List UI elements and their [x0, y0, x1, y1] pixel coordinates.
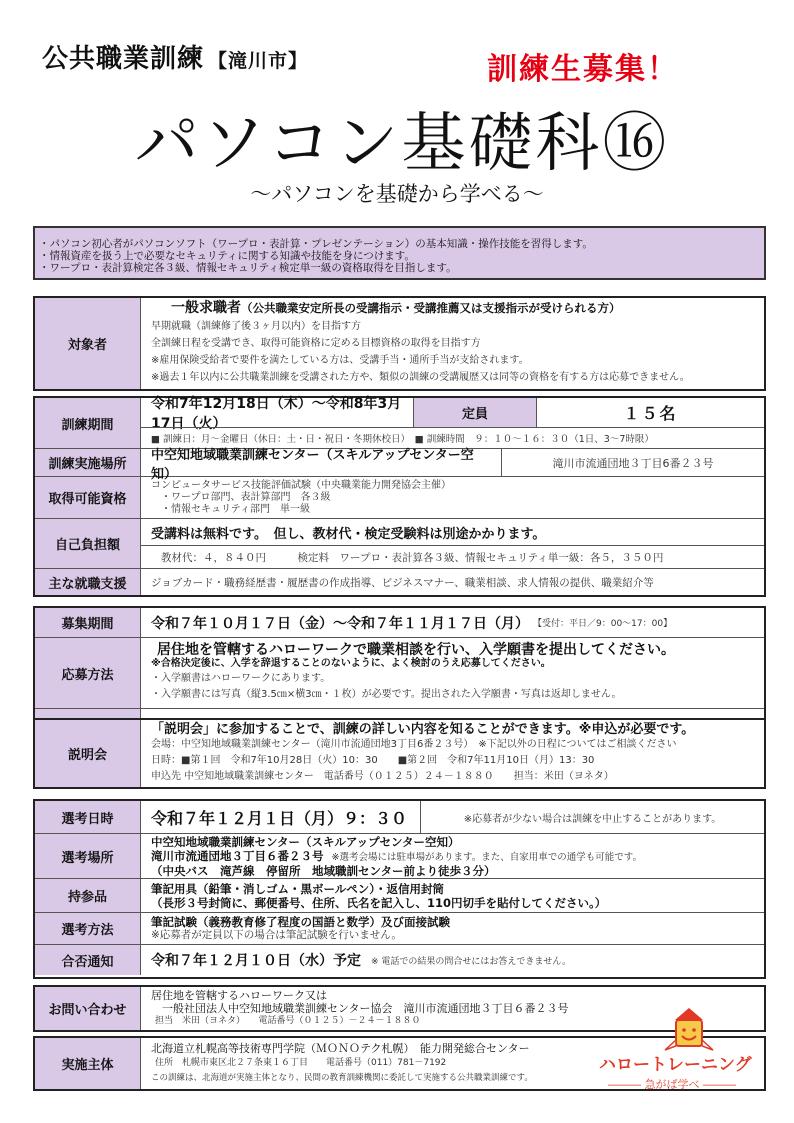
- support-text: ジョブカード・職務経歴書・履歴書の作成指導、ビジネスマナー、職業相談、求人情報の提供、職業紹介等: [151, 576, 654, 589]
- selection-date-label: 選考日時: [35, 801, 141, 833]
- selection-method-label: 選考方法: [35, 913, 141, 944]
- organizer-name: 北海道立札幌高等技術専門学院（ＭＯＮＯテク札幌） 能力開発総合センター: [151, 1042, 530, 1055]
- apply-method-main: 居住地を管轄するハローワークで職業相談を行い、入学願書を提出してください。: [157, 642, 675, 658]
- apply-method-warning: ※合格決定後に、入学を辞退することのないように、よく検討のうえ応募してください。: [151, 658, 551, 669]
- spacer-label: [35, 709, 141, 718]
- application-section: [33, 606, 766, 789]
- briefing-line: 申込先 中空知地域職業訓練センター 電話番号（０１２５）２４－１８８０ 担当：米田（ヨネタ）: [151, 770, 614, 782]
- course-title: パソコン基礎科⑯: [134, 107, 670, 181]
- course-overview: [33, 226, 766, 280]
- organizer-address: 住所 札幌市東区北２７条東１６丁目 電話番号（011）781－7192: [155, 1058, 447, 1068]
- contact-label: お問い合わせ: [35, 987, 141, 1030]
- target-section: [33, 296, 766, 391]
- logo-tagline: ――― 急がば学べ ―――: [608, 1078, 736, 1091]
- selection-place-line: 中空知地域職業訓練センター（スキルアップセンター空知）: [151, 834, 460, 849]
- selection-method: 筆記試験（義務教育修了程度の国語と数学）及び面接試験: [151, 915, 450, 929]
- contact-phone: 担当 米田（ヨネタ） 電話番号（０１２５）－２４－１８８０: [155, 1016, 421, 1026]
- selection-place-label: 選考場所: [35, 834, 141, 878]
- result-date: 令和７年１２月１０日（水）予定: [151, 953, 361, 969]
- apply-method-line: ・入学願書には写真（縦3.5㎝×横3㎝・１枚）が必要です。提出された入学願書・写真は返却しません。: [151, 689, 622, 700]
- capacity-label: 定員: [414, 398, 537, 427]
- venue-address: 滝川市流通団地３丁目6番２３号: [552, 456, 714, 470]
- target-line: ※過去１年以内に公共職業訓練を受講された方や、類似の訓練の受講履歴又は同等の資格を有する方は応募できません。: [151, 372, 690, 383]
- target-heading-note: （公共職業安定所長の受講指示・受講推薦又は支援指示が受けられる方）: [241, 301, 621, 315]
- result-note: ※ 電話での結果の問合せにはお答えできません。: [371, 956, 571, 967]
- selection-section: [33, 799, 766, 979]
- target-heading: 一般求職者: [171, 300, 241, 316]
- items-line: 筆記用具（鉛筆・消しゴム・黒ボールペン）・返信用封筒: [151, 881, 445, 896]
- briefing-main: 「説明会」に参加することで、訓練の詳しい内容を知ることができます。※申込が必要です。: [151, 721, 695, 737]
- flyer-header: [0, 0, 794, 215]
- pencil-mascot-icon: [659, 1006, 719, 1054]
- cost-detail: 教材代：４，８４０円 検定料 ワープロ・表計算各３級、情報セキュリティ単一級：各５，３５０円: [141, 545, 764, 568]
- result-label: 合否通知: [35, 945, 141, 975]
- contact-org: 一般社団法人中空知地域職業訓練センター協会 滝川市流通団地３丁目６番２３号: [151, 1002, 569, 1015]
- reception-hours: 【受付：平日／9：00～17：00】: [533, 619, 673, 629]
- apply-method-label: 応募方法: [35, 638, 141, 708]
- briefing-line: 日時：■第１回 令和7年10月28日（火）10：30 ■第２回 令和7年11月10日（月）13：30: [151, 754, 595, 766]
- apply-method-line: ・入学願書はハローワークにあります。: [151, 673, 331, 684]
- cost-main: 受講料は無料です。 但し、教材代・検定受験料は別途かかります。: [151, 526, 546, 542]
- city-text: 【滝川市】: [208, 50, 309, 72]
- cost-label: 自己負担額: [35, 519, 141, 568]
- course-details-section: [33, 396, 766, 597]
- briefing-label: 説明会: [35, 720, 141, 787]
- period-label: 訓練期間: [35, 398, 141, 448]
- organizer-note: この訓練は、北海道が実施主体となり、民間の教育訓練機関に委託して実施する公共職業訓練です。: [151, 1073, 533, 1083]
- support-label: 主な就職支援: [35, 569, 141, 595]
- recruit-banner: 訓練生募集！: [487, 52, 679, 87]
- hello-training-logo: [587, 1012, 757, 1102]
- qualification-line: コンピュータサービス技能評価試験（中央職業能力開発協会主催）: [151, 479, 451, 491]
- recruit-period: 令和７年１０月１７日（金）～令和７年１１月１７日（月）: [151, 615, 529, 632]
- items-label: 持参品: [35, 879, 141, 912]
- spacer-cell: [141, 709, 764, 718]
- overview-line: ・ワープロ・表計算検定各３級、情報セキュリティ検定単一級の資格取得を目指します。: [39, 262, 457, 274]
- selection-place-line: 滝川市流通団地３丁目６番２３号: [151, 848, 324, 863]
- contact-line: 居住地を管轄するハローワーク又は: [151, 989, 327, 1002]
- logo-name: ハロートレーニング: [599, 1055, 752, 1075]
- target-line: 早期就職（訓練修了後３ヶ月以内）を目指す方: [151, 321, 361, 332]
- overview-line: ・パソコン初心者がパソコンソフト（ワープロ・表計算・プレゼンテーション）の基本知識・操作技能を習得します。: [39, 238, 593, 250]
- venue-name: 中空知地域職業訓練センター（スキルアップセンター空知）: [141, 449, 502, 476]
- organizer-label: 実施主体: [35, 1038, 141, 1089]
- parking-note: ※選考会場には駐車場があります。また、自家用車での通学も可能です。: [331, 851, 642, 863]
- target-line: ※雇用保険受給者で要件を満たしている方は、受講手当・通所手当が支給されます。: [151, 355, 529, 366]
- recruit-period-label: 募集期間: [35, 608, 141, 637]
- category-text: 公共職業訓練: [42, 44, 205, 74]
- target-label: 対象者: [35, 298, 141, 389]
- briefing-line: 会場：中空知地域職業訓練センター（滝川市流通団地3丁目6番２３号） ※下記以外の日程についてはご相談ください: [151, 738, 677, 750]
- program-category: [42, 38, 308, 75]
- capacity-value: １５名: [623, 404, 678, 423]
- target-line: 全訓練日程を受講でき、取得可能資格に定める目標資格の取得を目指す方: [151, 338, 481, 349]
- venue-label: 訓練実施場所: [35, 449, 141, 476]
- overview-line: ・情報資産を扱う上で必要なセキュリティに関する知識や技能を身につけます。: [39, 250, 415, 262]
- bus-access: （中央バス 滝芦線 停留所 地域職訓センター前より徒歩３分）: [151, 863, 496, 878]
- training-period: 令和7年12月18日（木）～令和8年3月17日（火）: [141, 398, 414, 427]
- items-line: （長形３号封筒に、郵便番号、住所、氏名を記入し、110円切手を貼付してください。）: [151, 895, 607, 910]
- selection-date-note: ※応募者が少ない場合は訓練を中止することがあります。: [463, 813, 722, 825]
- selection-method-note: ※応募者が定員以下の場合は筆記試験を行いません。: [151, 929, 402, 941]
- training-schedule: ■ 訓練日：月～金曜日（休日：土・日・祝日・冬期休校日） ■ 訓練時間 ９：１０～１６：３０（1日、3～7時限）: [141, 427, 764, 448]
- selection-date: 令和７年１２月１日（月）９：３０: [141, 801, 421, 833]
- qualification-line: ・情報セキュリティ部門 単一級: [151, 503, 310, 515]
- course-subtitle: ～パソコンを基礎から学べる～: [250, 182, 544, 206]
- qualification-line: ・ワープロ部門、表計算部門 各３級: [151, 491, 331, 503]
- qualification-label: 取得可能資格: [35, 477, 141, 518]
